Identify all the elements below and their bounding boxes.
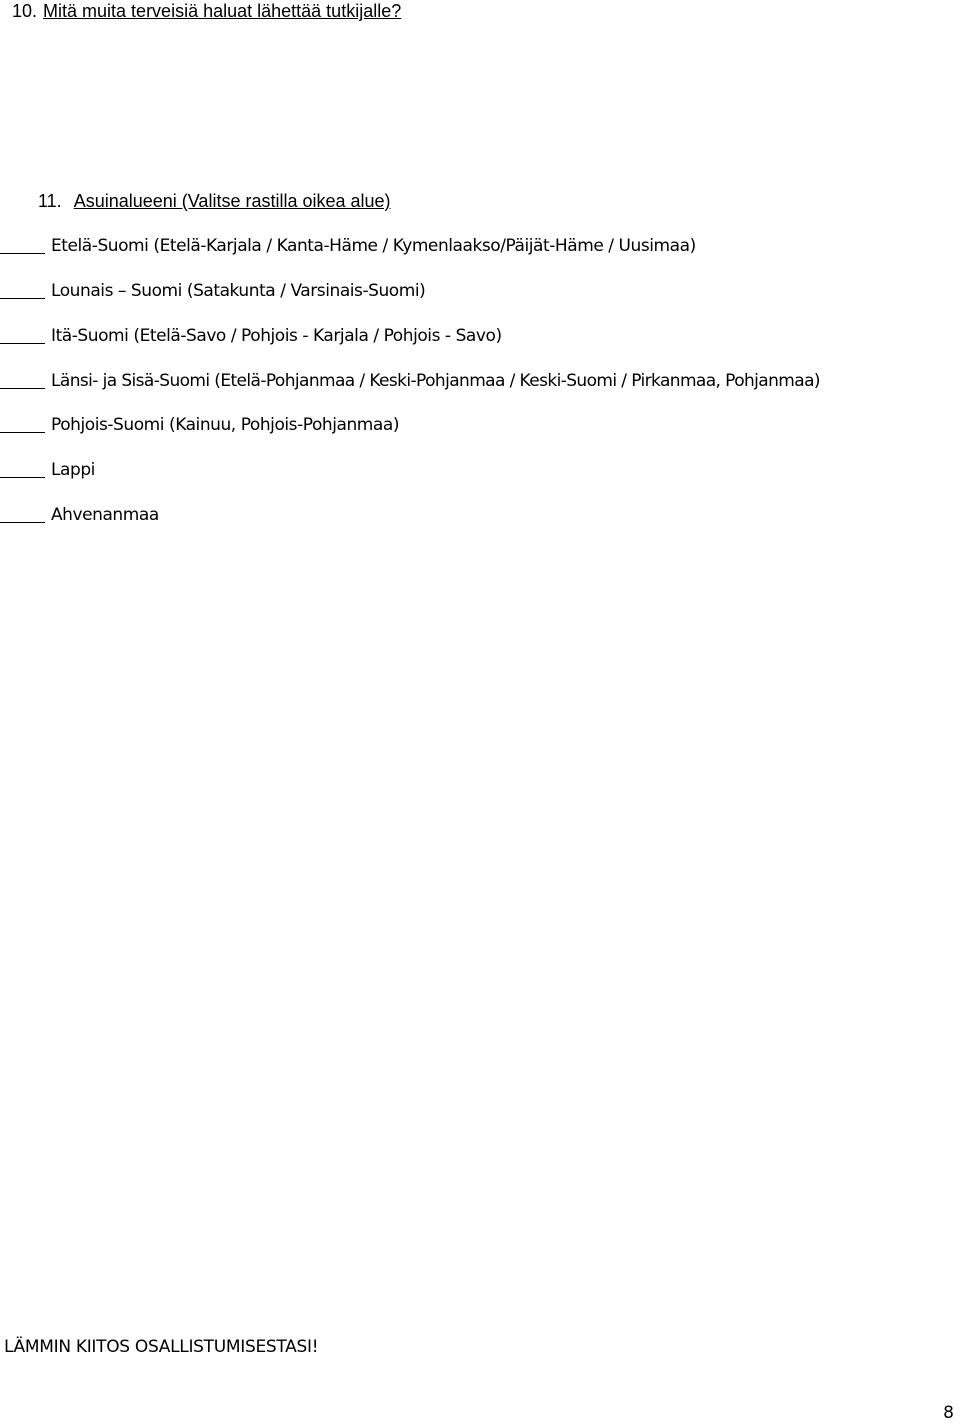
question-10-number: 10. — [12, 1, 38, 21]
question-10-heading — [12, 0, 401, 22]
question-11-number: 11. — [38, 191, 62, 211]
answer-blank[interactable] — [0, 477, 45, 478]
question-11-heading — [38, 190, 391, 212]
option-label: Lappi — [51, 460, 95, 480]
page-number: 8 — [943, 1403, 954, 1423]
answer-blank[interactable] — [0, 388, 45, 389]
question-11-text: Asuinalueeni (Valitse rastilla oikea alue) — [73, 191, 391, 211]
answer-blank[interactable] — [0, 298, 45, 299]
answer-blank[interactable] — [0, 522, 45, 523]
option-label: Itä-Suomi (Etelä-Savo / Pohjois - Karjala / Pohjois - Savo) — [51, 326, 502, 346]
answer-blank[interactable] — [0, 343, 45, 344]
question-10-text: Mitä muita terveisiä haluat lähettää tutkijalle? — [43, 1, 402, 21]
option-label: Lounais – Suomi (Satakunta / Varsinais-Suomi) — [51, 281, 426, 301]
answer-blank[interactable] — [0, 432, 45, 433]
option-label: Pohjois-Suomi (Kainuu, Pohjois-Pohjanmaa) — [51, 415, 400, 435]
option-label: Länsi- ja Sisä-Suomi (Etelä-Pohjanmaa / Keski-Pohjanmaa / Keski-Suomi / Pirkanmaa, Pohjanmaa) — [51, 371, 820, 391]
closing-thanks: LÄMMIN KIITOS OSALLISTUMISESTASI! — [4, 1337, 319, 1357]
option-label: Etelä-Suomi (Etelä-Karjala / Kanta-Häme / Kymenlaakso/Päijät-Häme / Uusimaa) — [51, 236, 696, 256]
answer-blank[interactable] — [0, 253, 45, 254]
option-label: Ahvenanmaa — [51, 505, 159, 525]
